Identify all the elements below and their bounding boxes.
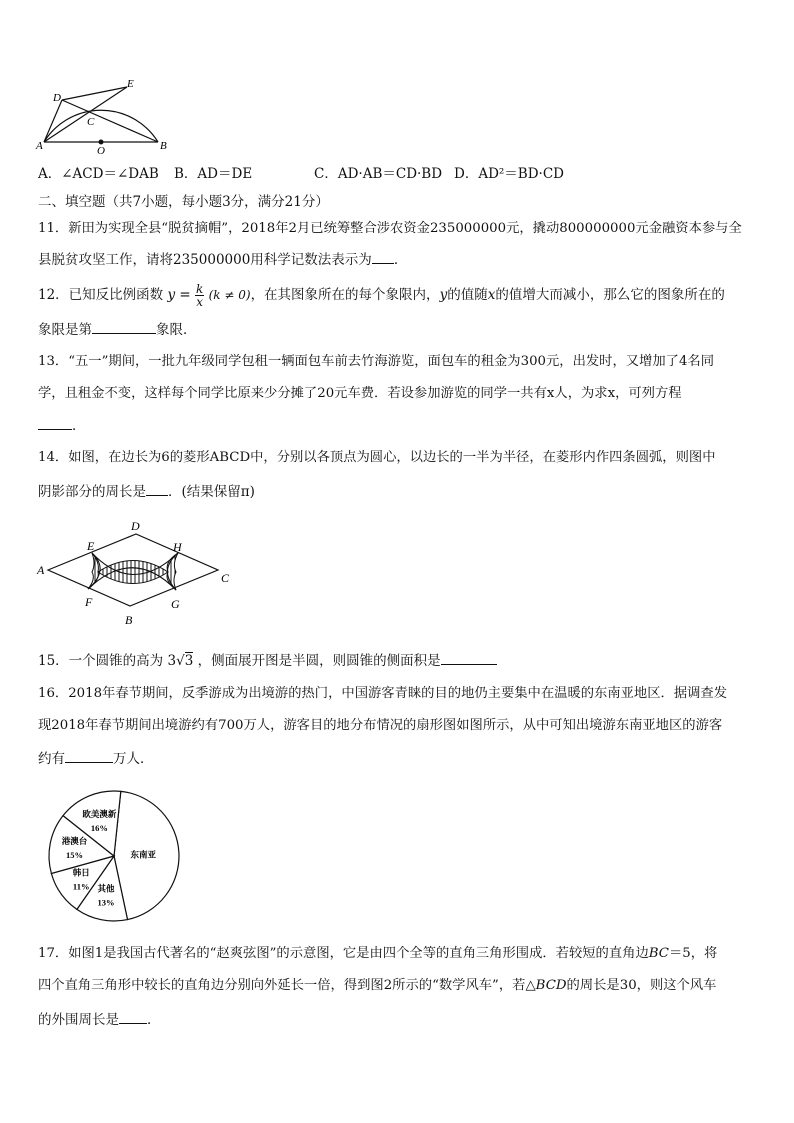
q17-line-2-text: 四个直角三角形中较长的直角边分别向外延长一倍，得到图2所示的“数学风车”，若	[38, 978, 526, 993]
q12-line-2-text: 象限是第	[38, 322, 92, 338]
label-e: E	[87, 539, 95, 553]
semicircle-figure	[30, 74, 180, 156]
condition-k-nonzero: (k ≠ 0)	[208, 288, 251, 302]
q12-line-2	[38, 319, 197, 340]
label-b: B	[160, 140, 167, 152]
q14-line-2-end: ．(结果保留π)	[168, 484, 255, 500]
sqrt-coefficient: 3	[167, 653, 177, 669]
q16-line-3-text: 约有	[38, 751, 65, 767]
q13-line-3-end: ．	[72, 418, 86, 434]
q11-line-2-end: ．	[393, 252, 408, 268]
label-c: C	[221, 571, 230, 585]
shaded-lens	[98, 561, 168, 584]
q14-line-2-text: 阴影部分的周长是	[38, 484, 146, 500]
label-o: O	[97, 145, 105, 156]
q12-line-2-end: 象限．	[156, 322, 197, 338]
label-a: A	[36, 140, 43, 152]
q17-line-3	[38, 1009, 161, 1030]
label-d: D	[131, 519, 140, 533]
label-g: G	[171, 597, 180, 611]
section-2-title: 二、填空题（共7小题，每小题3分，满分21分）	[38, 194, 329, 210]
pie-slice-label: 东南亚	[130, 849, 156, 860]
q16-line-2: 现2018年春节期间出境游约有700万人，游客目的地分布情况的扇形图如图所示，从中可知出境游东南亚地区的游客	[38, 718, 723, 733]
q17-line-3-text: 的外围周长是	[38, 1012, 119, 1028]
q12-text-2: ，在其图象所在的每个象限内，	[250, 287, 440, 303]
rhombus-figure	[30, 516, 240, 628]
option-b: B．AD＝DE	[174, 166, 253, 182]
q17-line-2	[38, 976, 716, 996]
answer-blank	[38, 415, 72, 430]
q12-text-1: 12．已知反比例函数	[38, 287, 164, 303]
q14-line-1: 14．如图，在边长为6的菱形ABCD中，分别以各顶点为圆心，以边长的一半为半径，在菱形内作四条圆弧，则图中	[38, 450, 716, 465]
q17-line-1	[38, 944, 717, 964]
pie-slice-label: 港澳台	[61, 836, 88, 846]
answer-blank	[146, 481, 168, 496]
q14-line-2	[38, 481, 255, 502]
equals-sign: =	[175, 287, 196, 303]
q15-line	[38, 650, 497, 671]
q12-line-1	[38, 281, 725, 309]
label-f: F	[85, 595, 93, 609]
label-e: E	[127, 78, 134, 90]
sqrt-radicand: 3	[184, 653, 194, 669]
q13-line-1: 13．“五一”期间，一批九年级同学包租一辆面包车前去竹海游览，面包车的租金为300元，出发时，又增加了4名同	[38, 354, 715, 369]
option-a: A．∠ACD＝∠DAB	[38, 166, 159, 182]
pie-slice-percent: 11%	[72, 881, 90, 892]
label-a: A	[37, 563, 45, 577]
answer-blank	[65, 748, 113, 763]
q12-text-4: 的值增大而减小，那么它的图象所在的	[495, 287, 725, 303]
fraction-k-over-x	[195, 283, 204, 308]
label-d: D	[53, 92, 61, 104]
q16-line-3-end: 万人．	[113, 751, 154, 767]
answer-blank	[119, 1009, 147, 1024]
q12-text-3: 的值随	[447, 287, 488, 303]
sqrt-sign: √	[176, 653, 185, 669]
q11-line-1: 11．新田为实现全县“脱贫摘帽”，2018年2月已统筹整合涉农资金235000000元，撬动800000000元金融资本参与全	[38, 221, 742, 236]
answer-blank	[441, 650, 497, 665]
var-y: y	[167, 287, 176, 303]
q11-line-2	[38, 249, 407, 270]
label-h: H	[173, 540, 182, 554]
option-d: D．AD²＝BD·CD	[454, 166, 564, 182]
q17-line-1-text: 17．如图1是我国古代著名的“赵爽弦图”的示意图，它是由四个全等的直角三角形围成．若较短的直角边	[38, 946, 649, 961]
q11-line-2-text: 县脱贫攻坚工作，请将235000000用科学记数法表示为	[38, 252, 372, 268]
pie-slice-percent: 16%	[90, 823, 108, 834]
pie-slice-label: 欧美澳新	[82, 809, 117, 820]
answer-blank	[92, 319, 156, 334]
pie-chart	[40, 786, 190, 926]
option-c: C．AD·AB＝CD·BD	[314, 166, 443, 182]
q15-text-2: ，侧面展开图是半圆，则圆锥的侧面积是	[197, 653, 441, 669]
var-y-2: y	[439, 287, 448, 303]
pie-slice-label: 韩日	[72, 867, 90, 878]
q13-line-3	[38, 415, 86, 436]
label-c: C	[87, 116, 95, 128]
q17-line-2-end: 的周长是30，则这个风车	[566, 978, 717, 993]
q16-line-3	[38, 748, 154, 769]
pie-slice-label: 其他	[97, 883, 115, 894]
triangle-bcd: △BCD	[525, 978, 567, 993]
q13-line-2: 学，且租金不变，这样每个同学比原来少分摊了20元车费．若设参加游览的同学一共有x人，为求x，可列方程	[38, 386, 682, 401]
fraction-numerator: k	[196, 282, 204, 296]
q15-text-1: 15．一个圆锥的高为	[38, 653, 164, 669]
q17-line-1-end: ＝5，将	[668, 946, 718, 961]
semicircle-arc	[44, 110, 158, 142]
answer-blank	[372, 249, 394, 264]
sqrt-expression	[167, 652, 197, 669]
var-x: x	[487, 287, 496, 303]
segment-bc: BC	[648, 946, 669, 961]
pie-slice-percent: 15%	[66, 850, 83, 860]
q16-line-1: 16．2018年春节期间，反季游成为出境游的热门，中国游客青睐的目的地仍主要集中在温暖的东南亚地区．据调查发	[38, 686, 728, 701]
q17-line-3-end: ．	[147, 1012, 161, 1028]
fraction-denominator: x	[196, 295, 204, 309]
label-b: B	[125, 613, 133, 627]
pie-slice-percent: 13%	[97, 897, 115, 908]
center-point-o	[99, 140, 104, 145]
